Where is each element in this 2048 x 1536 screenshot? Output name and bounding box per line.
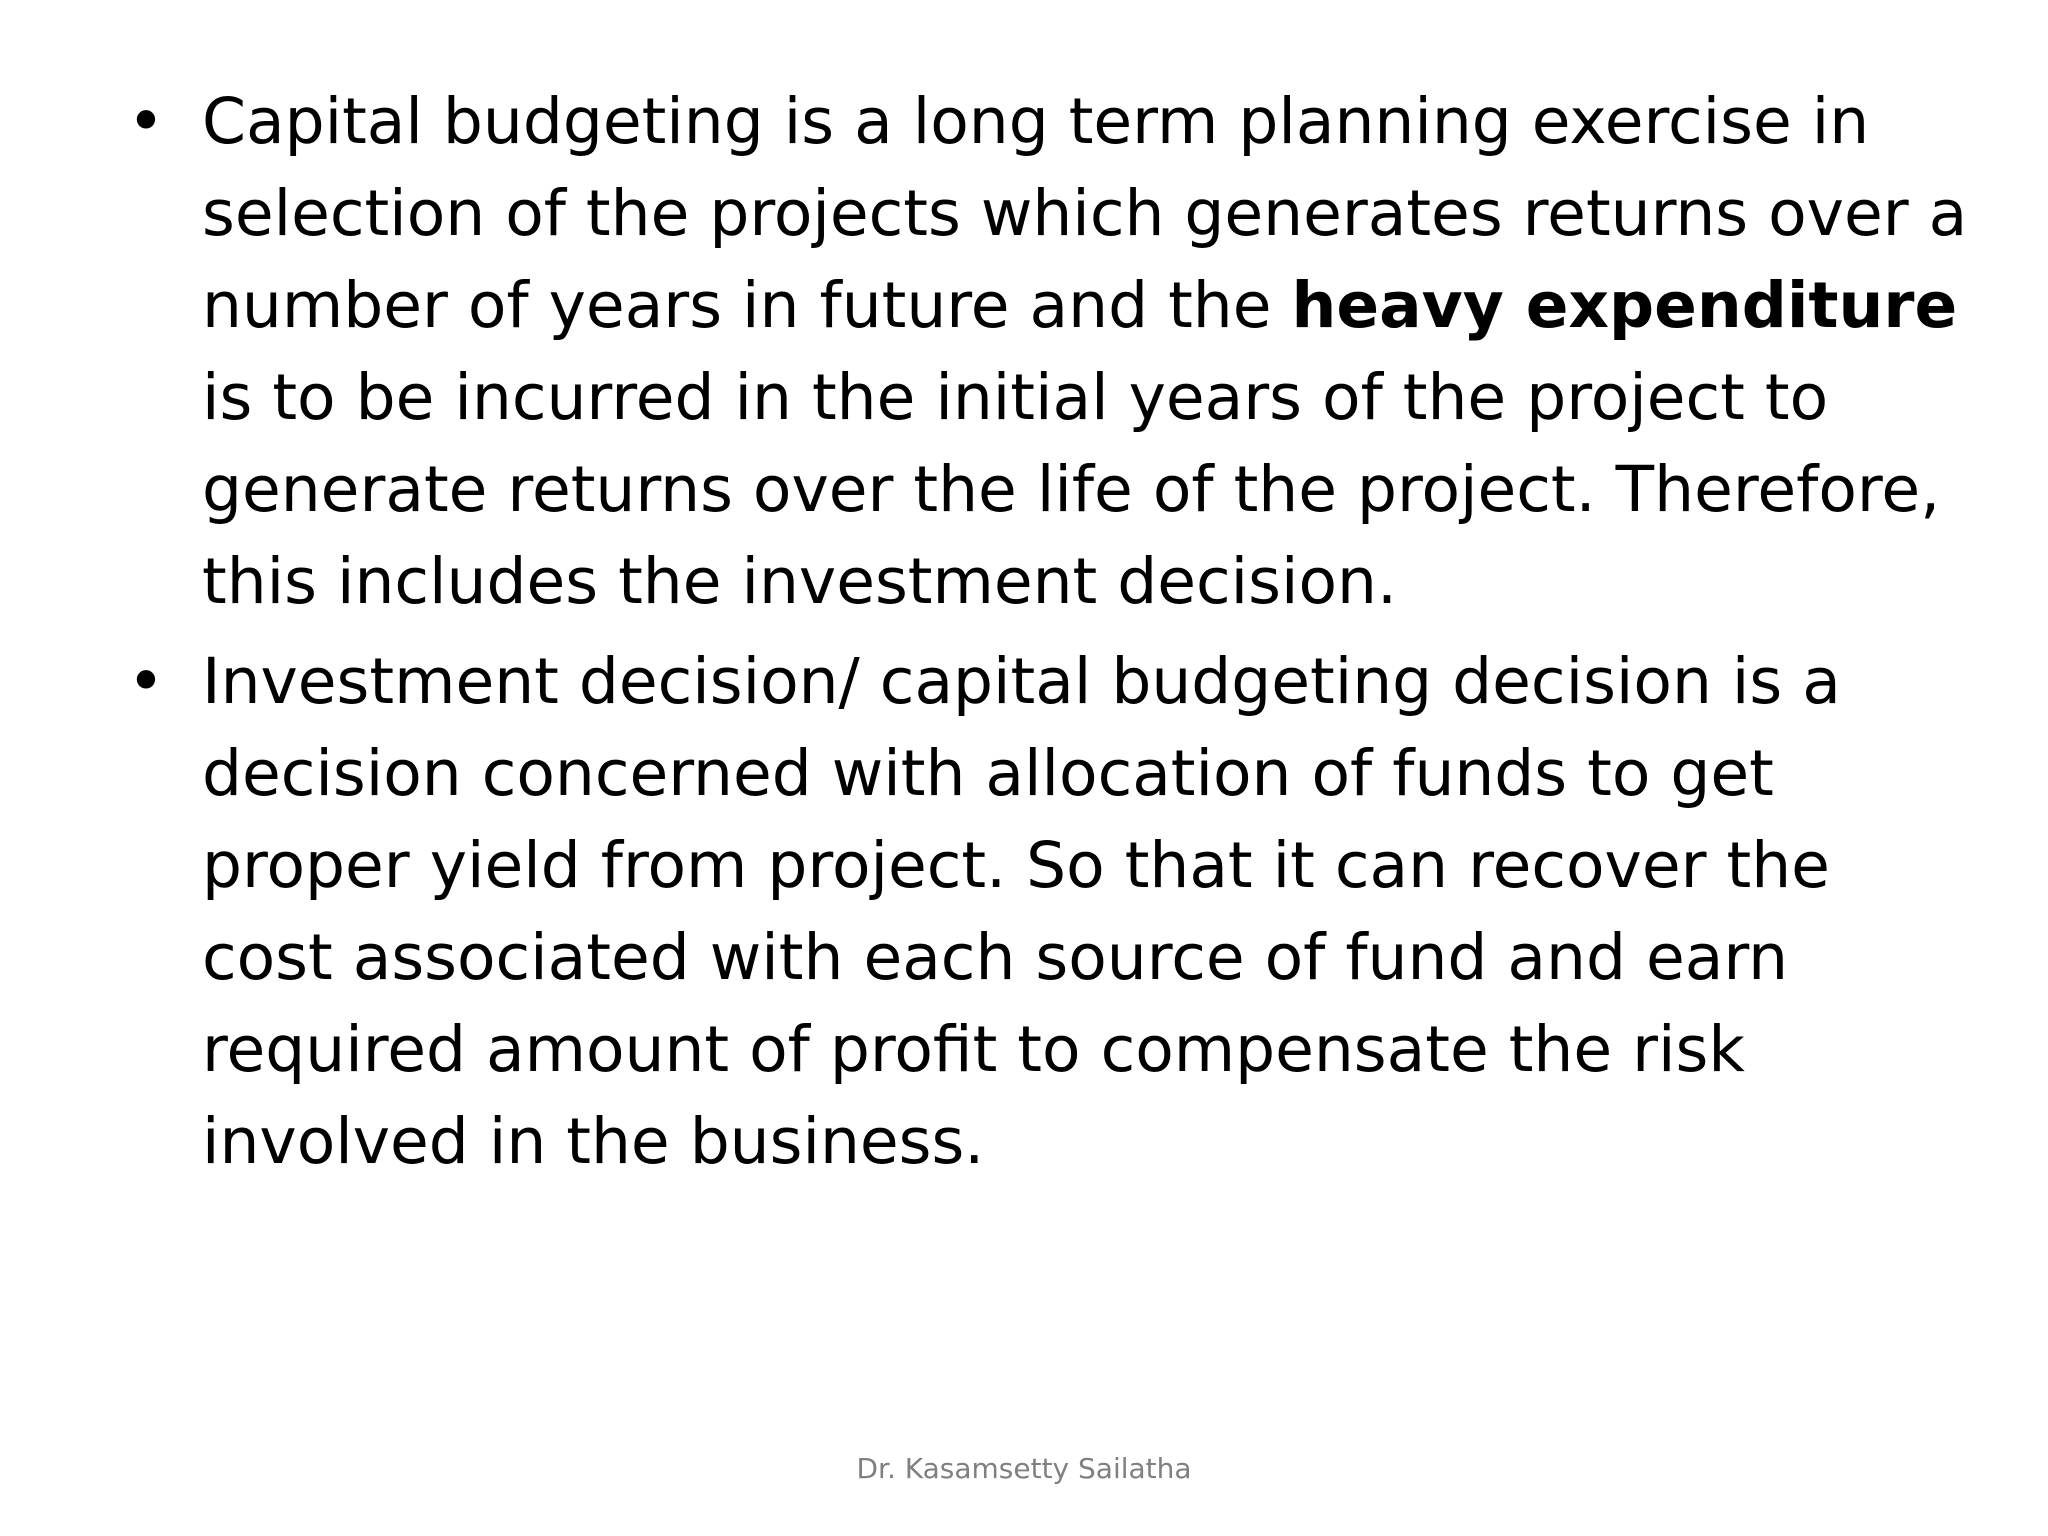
slide-body xyxy=(120,76,1980,1196)
bullet-text-end: is to be incurred in the initial years of the project to generate returns over the life of the project. Therefore, this includes the investment decision. xyxy=(202,361,1941,618)
bullet-bold-text: heavy expenditure xyxy=(1291,269,1958,342)
bullet-marker: • xyxy=(127,85,165,158)
footer-author: Dr. Kasamsetty Sailatha xyxy=(856,1452,1192,1485)
bullet-text: Investment decision/ capital budgeting decision is a decision concerned with allocation of funds to get proper yield from project. So that it can recover the cost associated with each source of fund and earn required amount of profit to compensate the risk involved in the business. xyxy=(202,645,1841,1178)
bullet-capital-budgeting xyxy=(120,76,1980,628)
bullet-text-start: Capital budgeting is a long term planning exercise in selection of the projects which generates returns over a number of years in future and the xyxy=(202,85,1968,342)
bullet-marker: • xyxy=(127,645,165,718)
bullet-investment-decision xyxy=(120,636,1980,1188)
